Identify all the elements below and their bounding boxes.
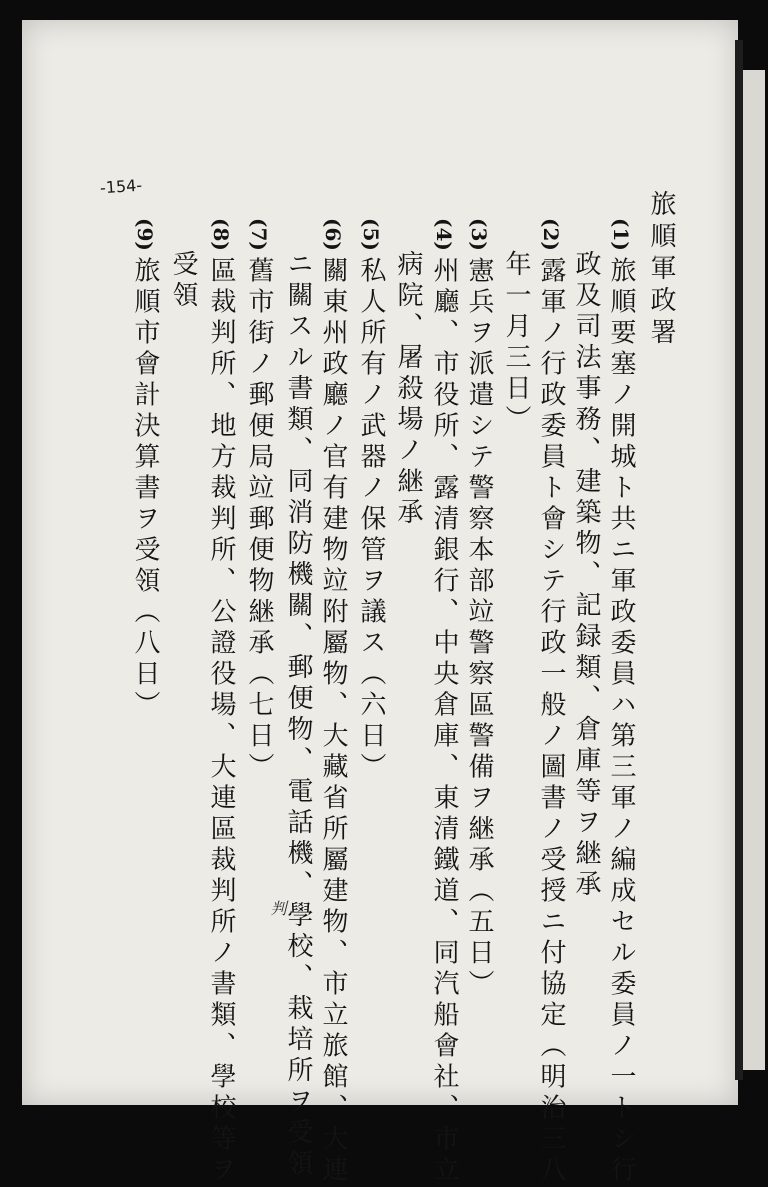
item-continuation-text: ニ關スル書類、同消防機關、郵便物、電話機、學校、栽培所ヲ受領 [283,250,313,1180]
item-text: 區裁判所、地方裁判所、公證役場、大連區裁判所ノ書類、學校等ヲ [206,256,236,1187]
item-1-continuation [573,250,599,901]
item-text: 憲兵ヲ派遣シテ警察本部竝警察區警備ヲ継承（五日） [464,256,494,1001]
section-title: 旅順軍政署 [646,190,676,350]
item-number: (7) [247,218,271,251]
item-text: 旅順要塞ノ開城ト共ニ軍政委員ハ第三軍ノ編成セル委員ノ一トシ行 [606,256,636,1187]
page-number: -154- [99,175,143,198]
item-text: 露軍ノ行政委員ト會シテ行政一般ノ圖書ノ受授ニ付協定（明治三八 [536,256,566,1187]
item-8 [208,218,234,1187]
item-number: (2) [539,218,563,251]
item-continuation-text: 受領 [168,250,198,312]
item-number: (8) [209,218,233,251]
item-continuation-text: 政及司法事務、建築物、記録類、倉庫等ヲ継承 [571,250,601,901]
item-number: (5) [359,218,383,251]
item-2 [538,218,564,1187]
item-4-continuation [395,250,421,529]
item-text: 私人所有ノ武器ノ保管ヲ議ス（六日） [356,256,386,784]
item-number: (9) [133,218,157,251]
item-text: 關東州政廳ノ官有建物竝附屬物、大藏省所屬建物、市立旅館、大連 [318,256,348,1187]
page-edge [735,40,743,1080]
item-5 [358,218,384,784]
item-text: 舊市街ノ郵便局竝郵便物継承（七日） [244,256,274,784]
item-continuation-text: 年一月三日） [501,250,531,436]
next-page-strip [743,70,765,1070]
item-number: (3) [467,218,491,251]
item-1 [608,218,634,1187]
item-3 [466,218,492,1001]
item-9 [132,218,158,722]
item-continuation-text: 病院、屠殺場ノ継承 [393,250,423,529]
item-number: (1) [609,218,633,251]
item-8-continuation [170,250,196,312]
item-text: 州廳、市役所、露清銀行、中央倉庫、東清鐵道、同汽船會社、市立 [429,256,459,1187]
handwritten-correction: 判 [268,900,287,916]
item-number: (6) [321,218,345,251]
item-4 [431,218,457,1187]
item-2-continuation [503,250,529,436]
item-6-continuation [285,250,311,1180]
item-6 [320,218,346,1187]
item-number: (4) [432,218,456,251]
item-text: 旅順市會計決算書ヲ受領（八日） [130,256,160,722]
item-7 [246,218,272,784]
